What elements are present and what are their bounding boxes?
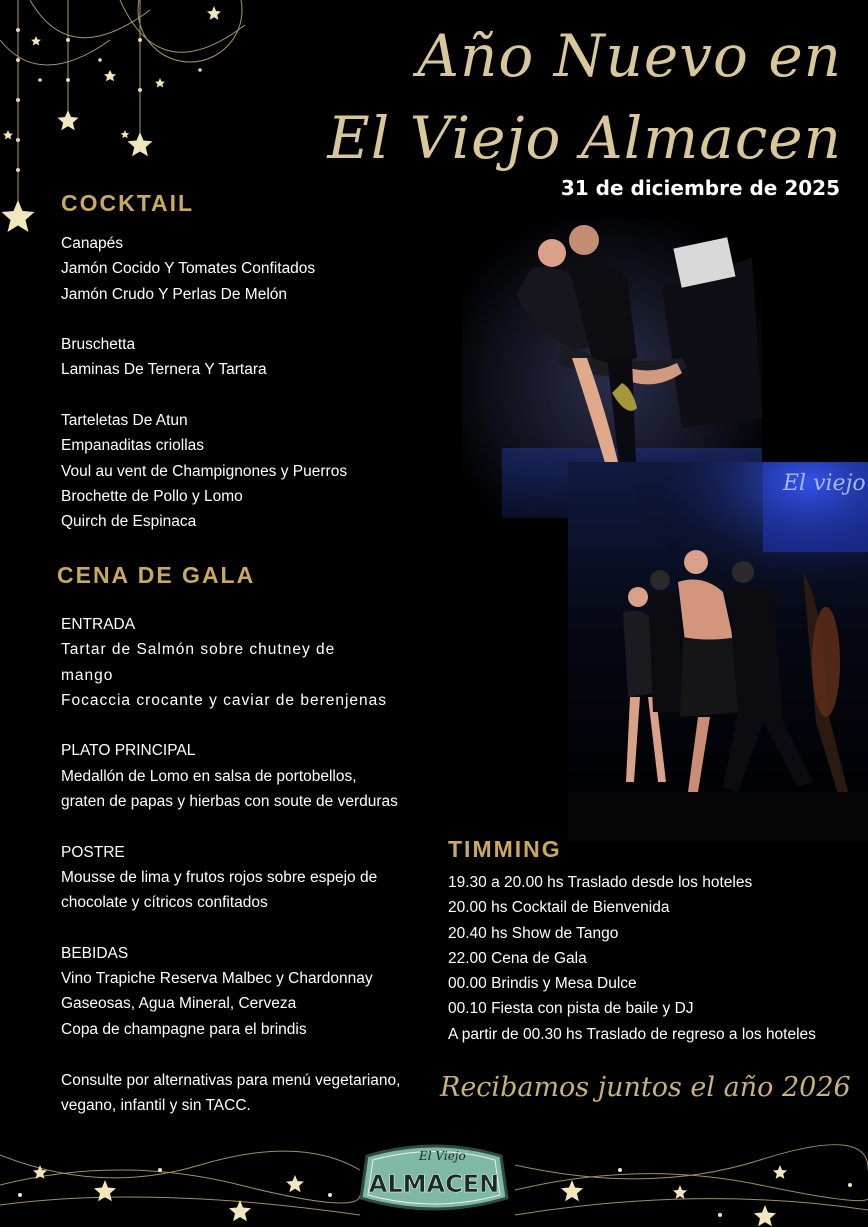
timing-item: 00.10 Fiesta con pista de baile y DJ [448, 1000, 694, 1018]
timing-item: 20.40 hs Show de Tango [448, 924, 619, 942]
gala-heading: CENA DE GALA [57, 562, 256, 588]
bebidas-item: Copa de champagne para el brindis [61, 1020, 307, 1038]
principal-item: Medallón de Lomo en salsa de portobellos, [61, 767, 357, 785]
tango-show-photo [568, 462, 868, 842]
list-item: Jamón Cocido Y Tomates Confitados [61, 260, 316, 278]
list-spacer [61, 383, 431, 408]
timing-list [448, 870, 858, 1047]
list-item: Empanaditas criollas [61, 437, 205, 455]
event-date: 31 de diciembre de 2025 [560, 176, 840, 200]
timing-heading: TIMMING [448, 836, 562, 862]
postre-label: POSTRE [61, 843, 125, 861]
timing-item: 22.00 Cena de Gala [448, 949, 587, 967]
timing-item: 00.00 Brindis y Mesa Dulce [448, 975, 637, 993]
title-line-1: Año Nuevo en [417, 22, 842, 90]
title-line-2: El Viejo Almacen [327, 104, 842, 172]
list-item: Brochette de Pollo y Lomo [61, 487, 243, 505]
bebidas-label: BEBIDAS [61, 944, 129, 962]
list-spacer [61, 916, 426, 941]
cocktail-heading: COCKTAIL [61, 190, 195, 216]
logo-small-text: El Viejo [419, 1149, 466, 1163]
postre-item: chocolate y cítricos confitados [61, 894, 268, 912]
timing-item: 20.00 hs Cocktail de Bienvenida [448, 899, 670, 917]
postre-item: Mousse de lima y frutos rojos sobre espejo de [61, 868, 378, 886]
el-viejo-almacen-logo [357, 1138, 511, 1216]
entrada-item: Focaccia crocante y caviar de berenjenas [61, 691, 388, 709]
stage-sign: El viejo [783, 471, 866, 496]
list-spacer [61, 713, 426, 738]
note-line: Consulte por alternativas para menú vegetariano, [61, 1072, 401, 1089]
cocktail-list [61, 231, 431, 535]
bebidas-item: Vino Trapiche Reserva Malbec y Chardonnay [61, 970, 373, 988]
list-item: Voul au vent de Champignones y Puerros [61, 462, 348, 480]
logo-main-text: ALMACEN [368, 1170, 500, 1198]
list-item: Jamón Crudo Y Perlas De Melón [61, 285, 288, 303]
principal-label: PLATO PRINCIPAL [61, 742, 196, 760]
entrada-item: Tartar de Salmón sobre chutney de [61, 641, 336, 659]
list-item: Quirch de Espinaca [61, 513, 197, 531]
list-item: Tarteletas De Atun [61, 412, 188, 430]
entrada-label: ENTRADA [61, 616, 136, 633]
bebidas-item: Gaseosas, Agua Mineral, Cerveza [61, 995, 297, 1013]
list-item: Laminas De Ternera Y Tartara [61, 361, 267, 379]
list-item: Canapés [61, 235, 124, 252]
gala-menu [61, 612, 426, 1042]
entrada-item: mango [61, 666, 114, 684]
principal-item: graten de papas y hierbas con soute de verduras [61, 793, 398, 811]
list-spacer [61, 307, 431, 332]
closing-phrase: Recibamos juntos el año 2026 [440, 1072, 851, 1103]
list-item: Bruschetta [61, 336, 136, 354]
dietary-note [61, 1068, 426, 1119]
list-spacer [61, 814, 426, 839]
timing-item: 19.30 a 20.00 hs Traslado desde los hoteles [448, 874, 753, 891]
timing-item: A partir de 00.30 hs Traslado de regreso a los hoteles [448, 1025, 816, 1043]
note-line: vegano, infantil y sin TACC. [61, 1097, 251, 1115]
